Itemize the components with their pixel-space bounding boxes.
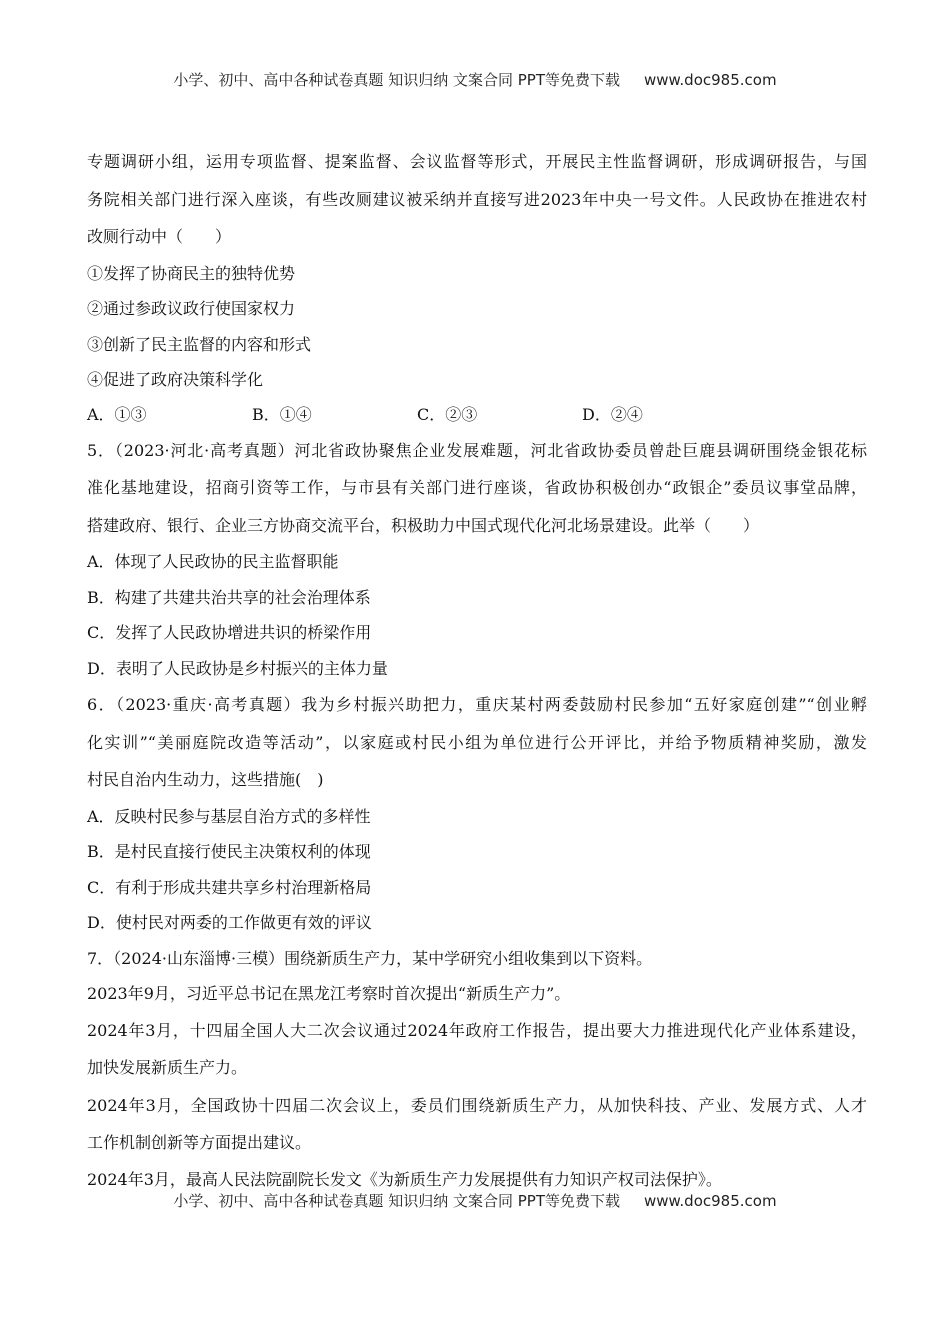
footer-text: 小学、初中、高中各种试卷真题 知识归纳 文案合同 PPT等免费下载 [173, 1192, 620, 1210]
header-text: 小学、初中、高中各种试卷真题 知识归纳 文案合同 PPT等免费下载 [173, 71, 620, 89]
q6-line-2: 化实训”“美丽庭院改造等活动”，以家庭或村民小组为单位进行公开评比，并给予物质精神奖励，激发 [87, 732, 867, 752]
question-5-stem [87, 432, 867, 545]
q4-item-1: ①发挥了协商民主的独特优势 [87, 263, 296, 283]
q7-paragraph-1: 2023年9月，习近平总书记在黑龙江考察时首次提出“新质生产力”。 [87, 984, 571, 1003]
q4-item-3: ③创新了民主监督的内容和形式 [87, 334, 312, 354]
q4-line-2: 务院相关部门进行深入座谈，有些改厕建议被采纳并直接写进2023年中央一号文件。人民政协在推进农村 [87, 189, 867, 209]
document-body [87, 143, 867, 1197]
q4-line-3: 改厕行动中（ ） [87, 227, 232, 246]
q4-options [87, 398, 867, 432]
question-4-stem [87, 143, 867, 256]
q5-line-3: 搭建政府、银行、企业三方协商交流平台，积极助力中国式现代化河北场景建设。此举（ ） [87, 515, 760, 535]
q7-paragraph-4: 2024年3月，最高人民法院副院长发文《为新质生产力发展提供有力知识产权司法保护》。 [87, 1169, 722, 1189]
q4-option-d: D．②④ [582, 404, 643, 424]
page-header [0, 69, 950, 90]
q7-p2-line-2: 加快发展新质生产力。 [87, 1058, 248, 1077]
q4-item-4: ④促进了政府决策科学化 [87, 370, 264, 389]
q7-paragraph-2 [87, 1012, 867, 1087]
question-7-title: 7．（2024·山东淄博·三模）围绕新质生产力，某中学研究小组收集到以下资料。 [87, 948, 653, 968]
q5-option-a: A．体现了人民政协的民主监督职能 [87, 552, 339, 571]
q6-option-c: C．有利于形成共建共享乡村治理新格局 [87, 877, 372, 897]
question-6-stem [87, 686, 867, 799]
q4-line-1: 专题调研小组，运用专项监督、提案监督、会议监督等形式，开展民主性监督调研，形成调研报告，与国 [87, 152, 867, 171]
q4-option-b: B．①④ [252, 404, 312, 424]
q4-option-a: A．①③ [87, 404, 147, 424]
q4-option-c: C．②③ [417, 404, 478, 424]
q5-option-b: B．构建了共建共治共享的社会治理体系 [87, 587, 371, 607]
q6-line-3: 村民自治内生动力，这些措施( ) [87, 770, 324, 789]
header-url[interactable]: www.doc985.com [643, 71, 777, 89]
q5-line-2: 准化基地建设，招商引资等工作，与市县有关部门进行座谈，省政协积极创办“政银企”委员议事堂品牌， [87, 478, 867, 497]
page-footer [0, 1190, 950, 1211]
q6-option-a: A．反映村民参与基层自治方式的多样性 [87, 806, 371, 826]
q5-line-1: 5．（2023·河北·高考真题）河北省政协聚焦企业发展难题，河北省政协委员曾赴巨鹿县调研围绕金银花标 [87, 440, 867, 460]
q7-p2-line-1: 2024年3月，十四届全国人大二次会议通过2024年政府工作报告，提出要大力推进现代化产业体系建设， [87, 1020, 867, 1040]
q5-option-c: C．发挥了人民政协增进共识的桥梁作用 [87, 623, 372, 642]
q6-option-b: B．是村民直接行使民主决策权利的体现 [87, 842, 371, 861]
q5-option-d: D．表明了人民政协是乡村振兴的主体力量 [87, 658, 388, 678]
q7-paragraph-3 [87, 1087, 867, 1162]
q7-p3-line-2: 工作机制创新等方面提出建议。 [87, 1133, 312, 1152]
q4-item-2: ②通过参政议政行使国家权力 [87, 299, 296, 318]
q6-option-d: D．使村民对两委的工作做更有效的评议 [87, 913, 372, 932]
q7-p3-line-1: 2024年3月，全国政协十四届二次会议上，委员们围绕新质生产力，从加快科技、产业、发展方式、人才 [87, 1095, 867, 1115]
footer-url[interactable]: www.doc985.com [643, 1192, 777, 1210]
q6-line-1: 6．（2023·重庆·高考真题）我为乡村振兴助把力，重庆某村两委鼓励村民参加“五好家庭创建”“创业孵 [87, 695, 867, 714]
